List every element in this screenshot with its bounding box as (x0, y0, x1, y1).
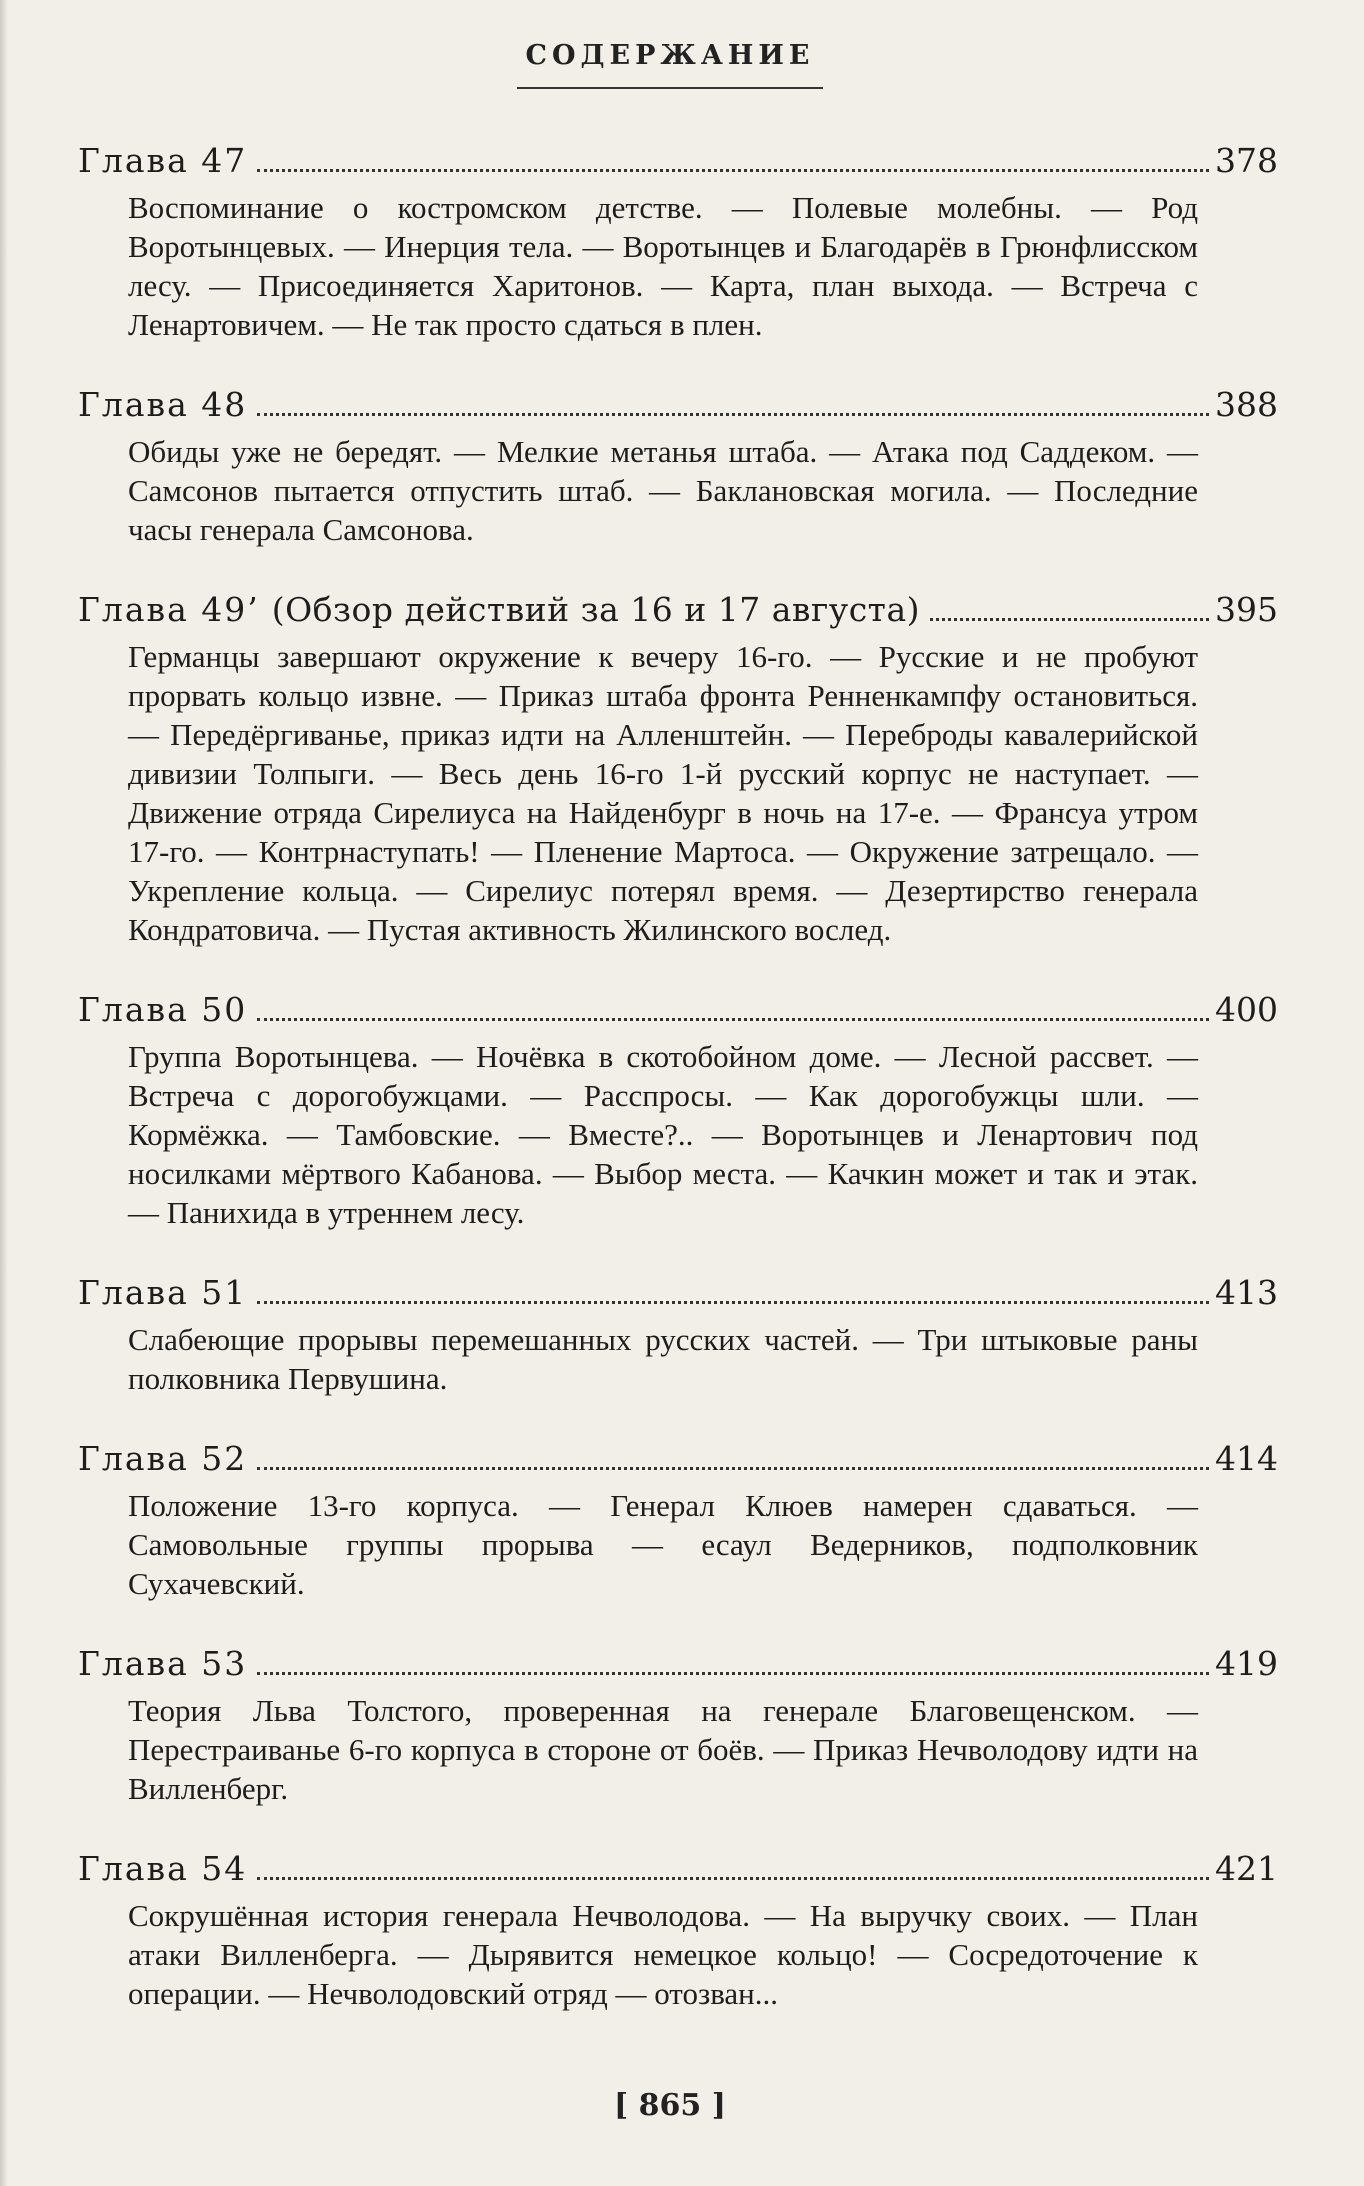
dot-leader (930, 617, 1209, 621)
toc-entry (78, 589, 1278, 949)
chapter-page-number: 413 (1215, 1273, 1278, 1312)
table-of-contents (78, 140, 1278, 2053)
toc-entry-heading (78, 1848, 1278, 1890)
chapter-page-number: 421 (1215, 1849, 1278, 1888)
chapter-page-number: 419 (1215, 1644, 1278, 1683)
chapter-summary: Воспоминание о костромском детстве. — Полевые молебны. — Род Воротынцевых. — Инерция тела. — Воротынцев и Благодарёв в Грюнфлисском лесу. — Присоединяется Харитонов. — Карта, план выхода. — Встреча с Ленартовичем. — Не так просто сдаться в плен. (128, 190, 1198, 342)
dot-leader (257, 412, 1209, 416)
toc-entry-heading (78, 1272, 1278, 1314)
chapter-page-number: 388 (1215, 385, 1278, 424)
toc-entry-heading (78, 1643, 1278, 1685)
page-edge (0, 0, 8, 2186)
chapter-summary: Германцы завершают окружение к вечеру 16-го. — Русские и не пробуют прорвать кольцо извне. — Приказ штаба фронта Ренненкампфу остановиться. — Передёргиванье, приказ идти на Алленштейн. — Переброды кавалерийской дивизии Толпыги. — Весь день 16-го 1-й русский корпус не наступает. — Движение отряда Сирелиуса на Найденбург в ночь на 17-е. — Франсуа утром 17-го. — Контрнаступать! — Пленение Мартоса. — Окружение затрещало. — Укрепление кольца. — Сирелиус потерял время. — Дезертирство генерала Кондратовича. — Пустая активность Жилинского вослед. (128, 639, 1198, 947)
toc-entry (78, 140, 1278, 344)
page-header (0, 40, 1340, 89)
toc-entry-heading (78, 589, 1278, 631)
chapter-summary: Положение 13-го корпуса. — Генерал Клюев намерен сдаваться. — Самовольные группы прорыва — есаул Ведерников, подполковник Сухачевский. (128, 1488, 1198, 1601)
dot-leader (257, 1466, 1209, 1470)
chapter-summary: Слабеющие прорывы перемешанных русских частей. — Три штыковые раны полковника Первушина. (128, 1322, 1198, 1396)
chapter-summary: Обиды уже не бередят. — Мелкие метанья штаба. — Атака под Саддеком. — Самсонов пытается отпустить штаб. — Баклановская могила. — Последние часы генерала Самсонова. (128, 434, 1198, 547)
toc-entry (78, 1643, 1278, 1808)
chapter-title: Глава 48 (78, 385, 248, 424)
page-number-footer: [ 865 ] (614, 2088, 726, 2123)
chapter-summary: Сокрушённая история генерала Нечволодова. — На выручку своих. — План атаки Вилленберга. — Дырявится немецкое кольцо! — Сосредоточение к операции. — Нечволодовский отряд — отозван... (128, 1898, 1198, 2011)
toc-entry (78, 1272, 1278, 1398)
toc-entry (78, 384, 1278, 549)
chapter-page-number: 378 (1215, 141, 1278, 180)
dot-leader (257, 1671, 1209, 1675)
dot-leader (257, 1017, 1209, 1021)
chapter-title: Глава 54 (78, 1849, 248, 1888)
chapter-summary: Теория Льва Толстого, проверенная на генерале Благовещенском. — Перестраиванье 6-го корпуса в стороне от боёв. — Приказ Нечволодову идти на Вилленберг. (128, 1693, 1198, 1806)
chapter-title: Глава 51 (78, 1273, 248, 1312)
toc-entry-heading (78, 1438, 1278, 1480)
toc-entry-heading (78, 989, 1278, 1031)
toc-entry (78, 1848, 1278, 2013)
toc-entry (78, 989, 1278, 1232)
chapter-page-number: 400 (1215, 990, 1278, 1029)
page-title: СОДЕРЖАНИЕ (525, 40, 815, 71)
chapter-summary: Группа Воротынцева. — Ночёвка в скотобойном доме. — Лесной рассвет. — Встреча с дорогобужцами. — Расспросы. — Как дорогобужцы шли. — Кормёжка. — Тамбовские. — Вместе?.. — Воротынцев и Ленартович под носилками мёртвого Кабанова. — Выбор места. — Качкин может и так и этак. — Панихида в утреннем лесу. (128, 1039, 1198, 1230)
chapter-title: Глава 53 (78, 1644, 248, 1683)
dot-leader (257, 1876, 1209, 1880)
chapter-title: Глава 47 (78, 141, 248, 180)
title-underline (517, 87, 823, 89)
chapter-title: Глава 49’ (78, 590, 260, 629)
chapter-page-number: 395 (1215, 590, 1278, 629)
dot-leader (257, 1300, 1209, 1304)
toc-entry (78, 1438, 1278, 1603)
chapter-title: Глава 50 (78, 990, 248, 1029)
chapter-page-number: 414 (1215, 1439, 1278, 1478)
toc-entry-heading (78, 140, 1278, 182)
chapter-subtitle: (Обзор действий за 16 и 17 августа) (271, 590, 920, 629)
dot-leader (257, 168, 1209, 172)
chapter-title: Глава 52 (78, 1439, 248, 1478)
toc-entry-heading (78, 384, 1278, 426)
